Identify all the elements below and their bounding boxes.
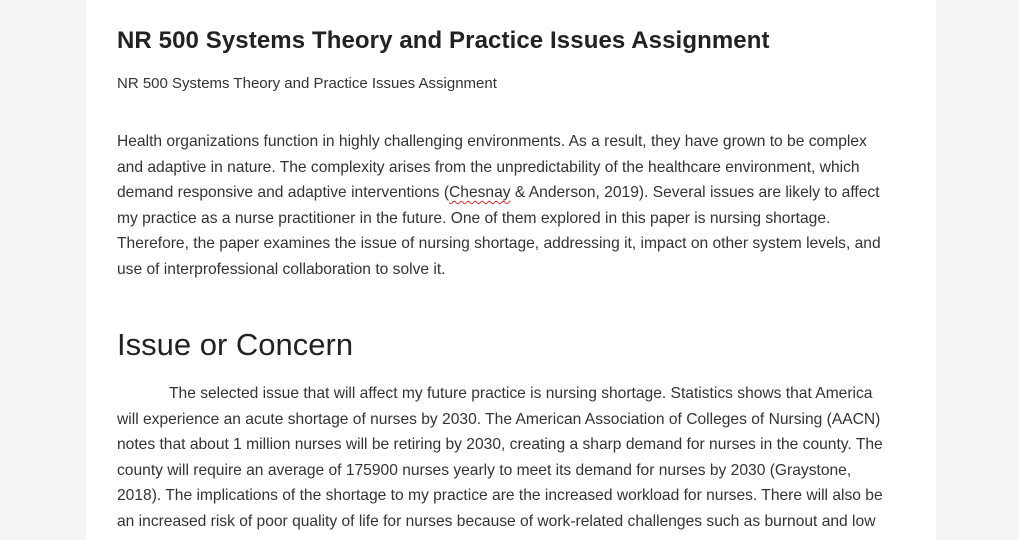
document-page — [86, 0, 936, 540]
intro-line-1: Health organizations function in highly challenging environments. As a result, they have grown to be complex — [117, 133, 867, 150]
intro-line-4: my practice as a nurse practitioner in the future. One of them explored in this paper is nursing shortage. — [117, 209, 831, 227]
section-line-5: 2018). The implications of the shortage to my practice are the increased workload for nurses. There will also be — [117, 487, 883, 504]
intro-line-6: use of interprofessional collaboration to solve it. — [117, 260, 446, 278]
page-subtitle: NR 500 Systems Theory and Practice Issues Assignment — [117, 75, 497, 92]
intro-line-3-start: demand responsive and adaptive interventions ( — [117, 184, 450, 201]
section-heading: Issue or Concern — [117, 327, 354, 362]
page-title: NR 500 Systems Theory and Practice Issues Assignment — [117, 27, 770, 54]
intro-paragraph — [117, 129, 907, 282]
intro-line-3 — [117, 180, 907, 206]
intro-line-5: Therefore, the paper examines the issue of nursing shortage, addressing it, impact on other system levels, and — [117, 235, 881, 252]
section-line-2: will experience an acute shortage of nurses by 2030. The American Association of Colleges of Nursing (AACN) — [117, 410, 881, 428]
section-line-6: an increased risk of poor quality of life for nurses because of work-related challenges such as burnout and low — [117, 512, 876, 530]
intro-line-2: and adaptive in nature. The complexity arises from the unpredictability of the healthcare environment, which — [117, 158, 860, 176]
section-paragraph — [117, 381, 907, 534]
section-line-3: notes that about 1 million nurses will be retiring by 2030, creating a sharp demand for nurses in the county. The — [117, 436, 883, 453]
section-line-4: county will require an average of 175900 nurses yearly to meet its demand for nurses by 2030 (Graystone, — [117, 461, 852, 479]
section-line-1: The selected issue that will affect my future practice is nursing shortage. Statistics shows that America — [169, 385, 873, 402]
spellcheck-flagged-word[interactable]: Chesnay — [449, 184, 511, 201]
intro-line-3-end: & Anderson, 2019). Several issues are likely to affect — [510, 184, 880, 201]
